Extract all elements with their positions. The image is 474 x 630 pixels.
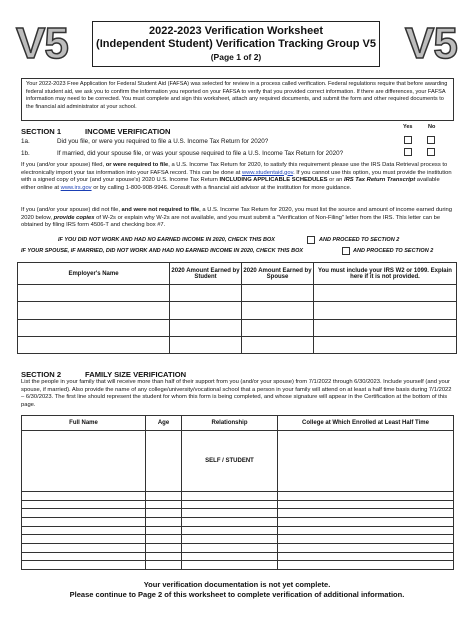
page-title: 2022-2023 Verification Worksheet [148, 25, 324, 37]
college-header: College at Which Enrolled at Least Half Time [278, 416, 454, 431]
table-row[interactable] [22, 491, 454, 500]
v5-logo-right: V5 [405, 19, 457, 68]
table-row[interactable] [22, 535, 454, 544]
section2-title: FAMILY SIZE VERIFICATION [85, 370, 187, 379]
page-number: (Page 1 of 2) [210, 52, 262, 62]
yes-label: Yes [403, 124, 413, 130]
title-box [92, 21, 380, 67]
footer-line2: Please continue to Page 2 of this worksheet to complete verification of additional information. [69, 589, 405, 599]
footer-line1: Your verification documentation is not yet complete. [143, 580, 331, 589]
student-no-income-note: IF YOU DID NOT WORK AND HAD NO EARNED INCOME IN 2020, CHECK THIS BOX [58, 237, 275, 243]
table-row[interactable] [22, 431, 454, 492]
table-row[interactable] [22, 543, 454, 552]
student-proceed-note: AND PROCEED TO SECTION 2 [319, 237, 400, 243]
explanation-header: You must include your IRS W2 or 1099. Explain here if it is not provided. [314, 263, 457, 285]
q1a-yes-checkbox[interactable] [404, 136, 412, 144]
section1-title: INCOME VERIFICATION [85, 127, 171, 136]
no-label: No [428, 124, 436, 130]
table-row[interactable] [22, 552, 454, 561]
family-table [21, 415, 454, 570]
page-subtitle: (Independent Student) Verification Tracking Group V5 [96, 38, 376, 50]
table-row[interactable] [22, 517, 454, 526]
q1b-number: 1b. [21, 150, 30, 157]
nonfiler-instructions: If you (and/or your spouse) did not file, and were not required to file, a U.S. Income Tax Return for 2020, you must list the source and amount of income earned during 2020 below, provide copies of W-2s or explain why W-2s are not available, and you must submit a "Verification of Non-Filing" letter from the IRS. This letter can be obtained by filing IRS form 4506-T and checking box #7. [21, 207, 453, 229]
family-size-instructions: List the people in your family that will receive more than half of their support from you (and/or your spouse) from 7/1/2022 through 6/30/2023. Include yourself (and your spouse, if married). Also provide the name of any college/university/vocational school that a person in your family will attend on at least a half time basis during 7/1/2022 – 6/30/2023. The first line should represent the student for whom this form is being completed, and whose signature will appear in the Certification at the bottom of this page. [21, 379, 452, 408]
table-row[interactable] [18, 336, 457, 353]
spouse-no-income-checkbox[interactable] [342, 247, 350, 255]
v5-logo-left: V5 [16, 19, 68, 68]
table-row[interactable] [22, 500, 454, 509]
q1b-yes-checkbox[interactable] [404, 148, 412, 156]
table-row[interactable] [18, 302, 457, 319]
table-row[interactable] [22, 561, 454, 570]
studentaid-link[interactable]: www.studentaid.gov [241, 169, 294, 176]
q1a-no-checkbox[interactable] [427, 136, 435, 144]
spouse-no-income-note: IF YOUR SPOUSE, IF MARRIED, DID NOT WORK AND HAD NO EARNED INCOME IN 2020, CHECK THIS BOX [21, 248, 304, 254]
footer-note [0, 580, 474, 599]
relationship-header: Relationship [182, 416, 278, 431]
section1-number: SECTION 1 [21, 127, 62, 136]
filed-instructions: If you (and/or your spouse) filed, or were required to file, a U.S. Income Tax Return for 2020, to satisfy this requirement please use the IRS Data Retrieval process to electronically import your tax information into your FAFSA record. This can be done at www.studentaid.gov. If you cannot use this option, you must provide the institution with a signed copy of your (and your spouse's) 2020 U.S. Income Tax Return INCLUDING APPLICABLE SCHEDULES or an IRS Tax Return Transcript available either online at www.irs.gov or by calling 1-800-908-9946. Consult with a financial aid advisor at the institution for more guidance. [21, 162, 452, 191]
student-no-income-checkbox[interactable] [307, 236, 315, 244]
student-amount-header: 2020 Amount Earned by Student [170, 263, 242, 285]
irs-link[interactable]: www.irs.gov [60, 184, 92, 191]
q1b-no-checkbox[interactable] [427, 148, 435, 156]
employer-name-header: Employer's Name [18, 263, 170, 285]
spouse-proceed-note: AND PROCEED TO SECTION 2 [353, 248, 434, 254]
intro-paragraph: Your 2022-2023 Free Application for Federal Student Aid (FAFSA) was selected for review in a process called verification. Federal regulations require that before awarding federal student aid, we ask you to confirm the information you reported on your FAFSA to verify that you provided correct information. If there are differences, your FAFSA information may need to be corrected. You must complete and sign this worksheet, attach any required documents, and submit the form and other required documents to the financial aid administrator at your school. [21, 78, 454, 121]
table-row[interactable] [22, 509, 454, 518]
q1b-text: If married, did your spouse file, or was your spouse required to file a U.S. Income Tax Return for 2020? [57, 150, 344, 157]
table-row[interactable] [18, 319, 457, 336]
section2-number: SECTION 2 [21, 370, 62, 379]
table-row[interactable] [18, 285, 457, 302]
income-table [17, 262, 457, 354]
q1a-number: 1a. [21, 138, 30, 145]
table-row[interactable] [22, 526, 454, 535]
age-header: Age [146, 416, 182, 431]
full-name-header: Full Name [22, 416, 146, 431]
q1a-text: Did you file, or were you required to file a U.S. Income Tax Return for 2020? [57, 138, 269, 145]
self-student-cell: SELF / STUDENT [182, 431, 278, 492]
spouse-amount-header: 2020 Amount Earned by Spouse [242, 263, 314, 285]
